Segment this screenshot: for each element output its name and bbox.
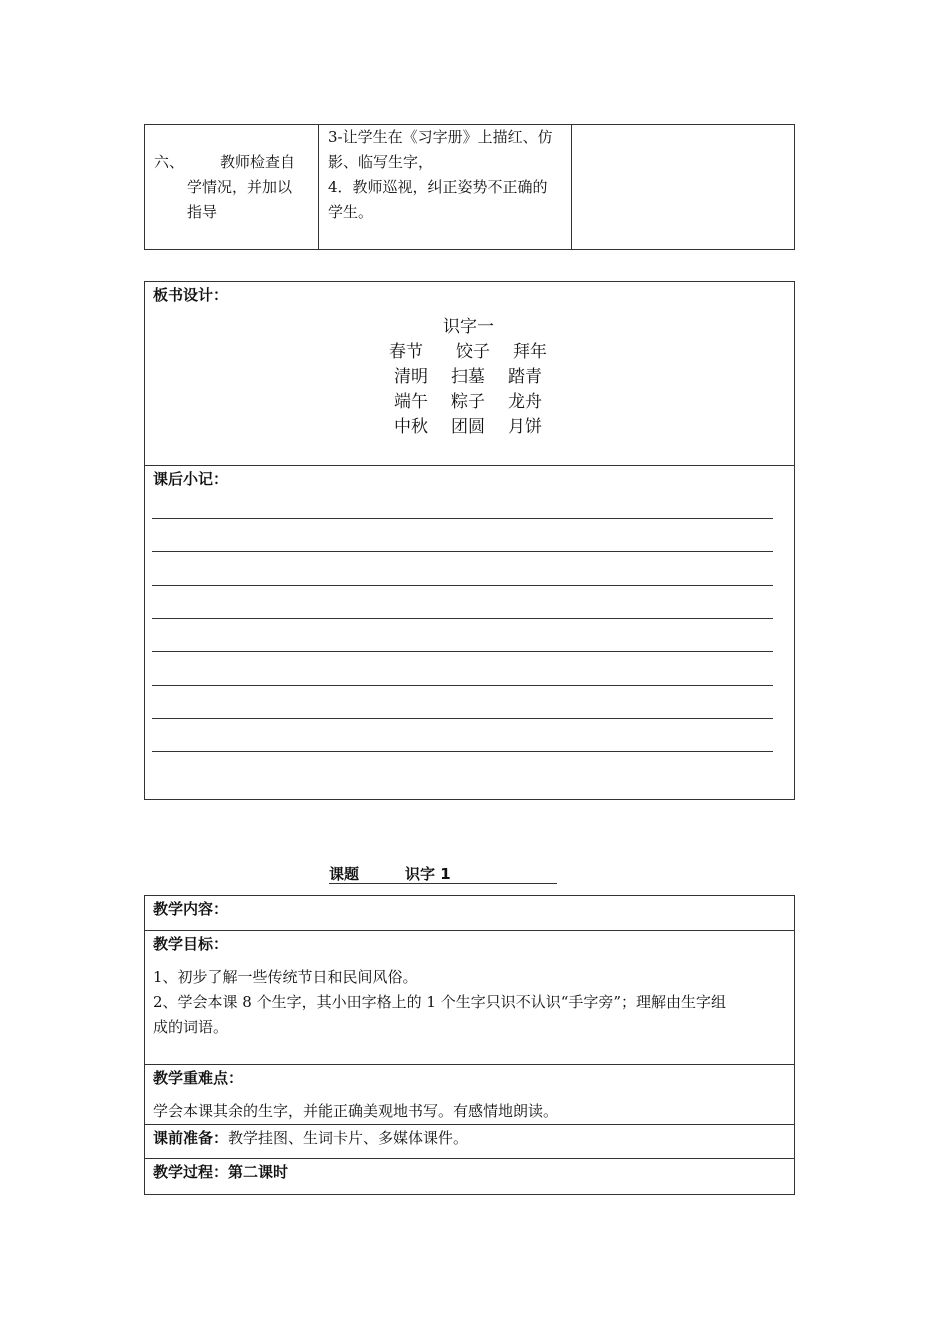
lesson-divider-2: [144, 1064, 795, 1065]
preparation-text: 教学挂图、生词卡片、多媒体课件。: [228, 1129, 469, 1147]
preparation-row: [153, 1126, 468, 1151]
key-difficulties-text: 学会本课其余的生字，并能正确美观地书写。有感情地朗读。: [153, 1102, 559, 1120]
writing-line: [152, 718, 773, 719]
writing-line: [152, 618, 773, 619]
writing-line: [152, 551, 773, 552]
step-title-line-3: 指导: [187, 203, 218, 221]
step-detail-line-1: 3-让学生在《习字册》上描红、仿: [328, 128, 553, 146]
teaching-process-value: 第二课时: [228, 1163, 289, 1181]
board-notes-divider: [144, 465, 795, 466]
teaching-goal-line: 成的词语。: [153, 1018, 229, 1036]
board-word: 扫墓: [451, 367, 485, 387]
topic-label: 课题: [329, 865, 360, 883]
board-word: 拜年: [513, 342, 547, 362]
board-word: 清明: [394, 367, 428, 387]
topic-underline: [329, 883, 557, 884]
lesson-divider-1: [144, 930, 795, 931]
board-word: 龙舟: [508, 392, 542, 412]
step-number: 六、: [154, 153, 185, 171]
step-detail-line-2: 影、临写生字，: [328, 153, 434, 171]
top-table-divider-1: [318, 124, 319, 250]
after-class-notes-label: 课后小记：: [153, 470, 229, 488]
teaching-goal-line: 1、初步了解一些传统节日和民间风俗。: [153, 968, 418, 986]
writing-line: [152, 585, 773, 586]
top-table-divider-2: [571, 124, 572, 250]
board-title: 识字一: [443, 317, 494, 337]
lesson-divider-3: [144, 1124, 795, 1125]
writing-line: [152, 685, 773, 686]
board-word: 饺子: [456, 342, 490, 362]
teaching-process-label: 教学过程：: [153, 1163, 229, 1181]
lesson-divider-4: [144, 1158, 795, 1159]
board-word: 端午: [394, 392, 428, 412]
step-detail-line-3: 4．教师巡视，纠正姿势不正确的: [328, 178, 548, 196]
key-difficulties-label: 教学重难点：: [153, 1069, 244, 1087]
board-word: 月饼: [508, 417, 542, 437]
writing-line: [152, 751, 773, 752]
board-word: 踏青: [508, 367, 542, 387]
step-detail-line-4: 学生。: [328, 203, 374, 221]
step-title-line-1: 教师检查自: [220, 153, 296, 171]
step-title-line-2: 学情况，并加以: [187, 178, 293, 196]
board-word: 团圆: [451, 417, 485, 437]
teaching-goal-line: 2、学会本课 8 个生字，其小田字格上的 1 个生字只识不认识“手字旁”；理解由生字组: [153, 993, 727, 1011]
board-word: 粽子: [451, 392, 485, 412]
teaching-content-label: 教学内容：: [153, 900, 229, 918]
teaching-goals-label: 教学目标：: [153, 935, 229, 953]
board-word: 春节: [389, 342, 423, 362]
writing-line: [152, 651, 773, 652]
board-design-label: 板书设计：: [153, 286, 229, 304]
writing-line: [152, 518, 773, 519]
topic-value: 识字 1: [405, 865, 451, 883]
preparation-label: 课前准备：: [153, 1129, 229, 1147]
teaching-process-row: [153, 1160, 288, 1185]
board-word: 中秋: [394, 417, 428, 437]
